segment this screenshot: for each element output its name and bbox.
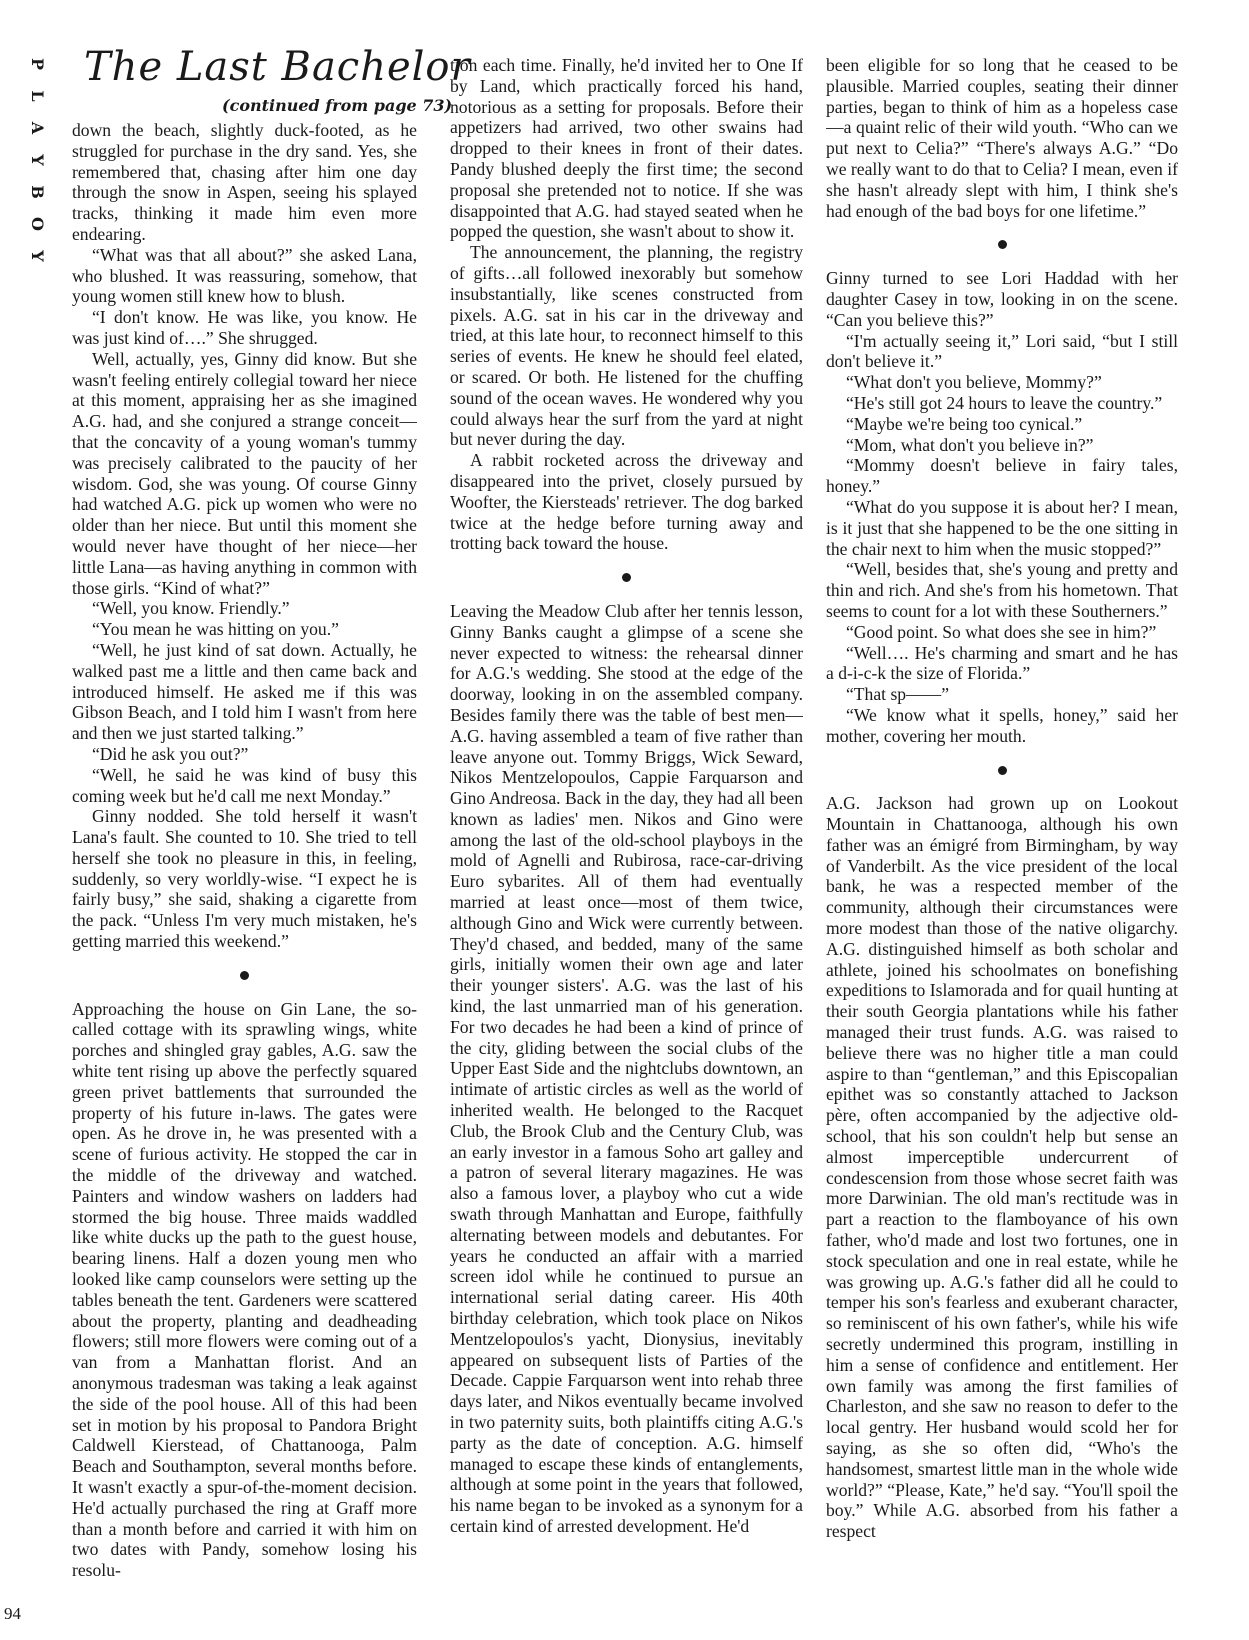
- paragraph: “You mean he was hitting on you.”: [92, 619, 339, 640]
- bullet-icon: [622, 573, 631, 582]
- paragraph: “Mommy doesn't believe in fairy tales, honey.”: [826, 455, 1178, 497]
- paragraph: “I don't know. He was like, you know. He was just kind of….” She shrugged.: [72, 307, 417, 348]
- sidebar-letter: Y: [28, 250, 47, 262]
- paragraph: “Good point. So what does she see in him?”: [846, 621, 1157, 642]
- paragraph: been eligible for so long that he ceased to be plausible. Married couples, seating their dinner parties, began to think of him as a hopeless case—a quaint relic of their wild youth. “Who can we put next to Celia?” “There's always A.G.” “Do we really want to do that to Celia? I mean, even if she hasn't already slept with him, I think she's had enough of the bad boys for one lifetime.”: [826, 55, 1178, 221]
- paragraph: Ginny turned to see Lori Haddad with her daughter Casey in tow, looking in on the scene. “Can you believe this?”: [826, 268, 1178, 330]
- paragraph: “Well, besides that, she's young and pretty and thin and rich. And she's from his hometown. That seems to count for a lot with these Southerners.”: [826, 559, 1178, 621]
- section-break: [826, 759, 1178, 780]
- paragraph: “Did he ask you out?”: [92, 743, 249, 764]
- paragraph: “What do you suppose it is about her? I mean, is it just that she happened to be the one sitting in the chair next to him when the music stopped?”: [826, 496, 1178, 559]
- sidebar-letter: B: [28, 185, 47, 199]
- sidebar-letter: L: [28, 90, 47, 102]
- text-column-2: [450, 55, 803, 1635]
- article-title: The Last Bachelor: [84, 44, 471, 90]
- sidebar-letter: Y: [28, 154, 47, 166]
- paragraph: “Maybe we're being too cynical.”: [846, 413, 1083, 434]
- magazine-name-vertical: [22, 48, 47, 272]
- paragraph: “That sp——”: [846, 684, 950, 705]
- paragraph: Approaching the house on Gin Lane, the so-called cottage with its sprawling wings, white porches and shingled gray gables, A.G. saw the white tent rising up above the perfectly squared green privet battlements that surrounded the property of his future in-laws. The gates were open. As he drove in, he was presented with a scene of furious activity. He stopped the car in the middle of the driveway and watched. Painters and window washers on ladders had stormed the big house. Three maids waddled like white ducks up the path to the guest house, bearing linens. Half a dozen young men who looked like camp counselors were setting up the tables beneath the tent. Gardeners were scattered about the property, planting and deadheading flowers; still more flowers were coming out of a van from a Manhattan florist. And an anonymous tradesman was taking a leak against the side of the pool house. All of this had been set in motion by his proposal to Pandora Bright Caldwell Kierstead, of Chattanooga, Palm Beach and Southampton, several months before. It wasn't exactly a spur-of-the-moment decision. He'd actually purchased the ring at Graff more than a month before and carried it with him on two dates with Pandy, somehow losing his resolu-: [72, 998, 417, 1581]
- paragraph: A.G. Jackson had grown up on Lookout Mountain in Chattanooga, although his own father was an émigré from Birmingham, by way of Vanderbilt. As the vice president of the local bank, he was a respected member of the community, although their circumstances were more modest than those of the native oligarchy. A.G. distinguished himself as both scholar and athlete, joined his schoolmates on bonefishing expeditions to Islamorada and for quail hunting at their south Georgia plantations while his father managed their trust funds. A.G. was raised to believe there was no higher title a man could aspire to than “gentleman,” and this Episcopalian epithet was so constantly attached to Jackson père, often accompanied by the adjective old-school, that his son couldn't help but sense an almost imperceptible undercurrent of condescension from those whose secret faith was more Darwinian. The old man's rectitude was in part a reaction to the flamboyance of his own father, who'd made and lost two fortunes, one in stock speculation and one in real estate, while he was growing up. A.G.'s father did all he could to temper his son's fearless and exuberant character, so reminiscent of his own father's, while his wife secretly undermined this program, instilling in him a sense of confidence and entitlement. Her own family was among the first families of Charleston, and she saw no reason to defer to the local gentry. Her husband would scold her for saying, as she so often did, “Who's the handsomest, smartest little man in the whole wide world?” “Please, Kate,” he'd say. “You'll spoil the boy.” While A.G. absorbed from his father a respect: [826, 793, 1178, 1542]
- sidebar-letter: A: [28, 121, 47, 135]
- paragraph: Leaving the Meadow Club after her tennis lesson, Ginny Banks caught a glimpse of a scene she never expected to witness: the rehearsal dinner for A.G.'s wedding. She stood at the edge of the doorway, looking in on the assembled company. Besides family there was the table of best men—A.G. having assembled a team of five rather than leave anyone out. Tommy Briggs, Wick Seward, Nikos Mentzelopoulos, Cappie Farquarson and Gino Andreosa. Back in the day, they had all been known as ladies' men. Nikos and Gino were among the last of the old-school playboys in the mold of Agnelli and Rubirosa, race-car-driving Euro sybarites. All of them had eventually married at least once—most of them twice, although Gino and Wick were currently between. They'd chased, and bedded, many of the same girls, initially women their own age and later their younger sisters'. A.G. was the last of his kind, the last unmarried man of his generation. For two decades he had been a kind of prince of the city, gliding between the social clubs of the Upper East Side and the nightclubs downtown, an intimate of artistic circles as well as the world of inherited wealth. He belonged to the Racquet Club, the Brook Club and the Century Club, was an early investor in a famous Soho art galley and a patron of several literary magazines. He was also a famous lover, a playboy who cut a wide swath through Manhattan and Europe, faithfully alternating between models and debutantes. For years he conducted an affair with a married screen idol while he continued to pursue an international serial dating career. His 40th birthday celebration, which took place on Nikos Mentzelopoulos's yacht, Dionysius, inevitably appeared on subsequent lists of Parties of the Decade. Cappie Farquarson went into rehab three days later, and Nikos eventually became involved in two paternity suits, both plaintiffs citing A.G.'s party as the date of conception. A.G. himself managed to escape these kinds of entanglements, although at some point in the years that followed, his name began to be invoked as a synonym for a certain kind of arrested development. He'd: [450, 600, 803, 1536]
- paragraph: “Well, you know. Friendly.”: [92, 598, 290, 619]
- paragraph: “Mom, what don't you believe in?”: [846, 434, 1094, 455]
- paragraph: “We know what it spells, honey,” said her mother, covering her mouth.: [826, 704, 1178, 746]
- paragraph: A rabbit rocketed across the driveway and disappeared into the privet, closely pursued by Woofter, the Kiersteads' retriever. The dog barked twice at the hedge before turning away and trotting back toward the house.: [450, 450, 803, 554]
- paragraph: The announcement, the planning, the registry of gifts…all followed inexorably but somehow insubstantially, like scenes constructed from pixels. A.G. sat in his car in the driveway and tried, at this late hour, to reconnect himself to this series of events. He knew he should feel elated, or scared. Or both. He listened for the chuffing sound of the ocean waves. He wondered why you could always hear the surf from the yard at night but never during the day.: [450, 242, 803, 450]
- bullet-icon: [240, 971, 249, 980]
- paragraph: “Well, he just kind of sat down. Actually, he walked past me a little and then came back and introduced himself. He asked me if this was Gibson Beach, and I told him I wasn't from here and then we just started talking.”: [72, 639, 417, 744]
- text-column-3: [826, 55, 1178, 1635]
- section-break: [450, 566, 803, 587]
- continued-from-note: (continued from page 73): [222, 96, 453, 115]
- sidebar-letter: O: [28, 217, 47, 231]
- page-number: 94: [4, 1604, 21, 1623]
- text-column-1: [72, 120, 417, 1640]
- paragraph: down the beach, slightly duck-footed, as he struggled for purchase in the dry sand. Yes, she remembered that, chasing after him one day through the snow in Aspen, seeing his splayed tracks, thinking it made him even more endearing.: [72, 120, 417, 244]
- paragraph: “Well, he said he was kind of busy this coming week but he'd call me next Monday.”: [72, 764, 417, 806]
- paragraph: Ginny nodded. She told herself it wasn't Lana's fault. She counted to 10. She tried to tell herself she took no pleasure in this, in feeling, suddenly, so very worldly-wise. “I expect he is fairly busy,” she said, shaking a cigarette from the pack. “Unless I'm very much mistaken, he's getting married this weekend.”: [72, 806, 417, 952]
- bullet-icon: [998, 766, 1007, 775]
- section-break: [826, 233, 1178, 254]
- bullet-icon: [998, 240, 1007, 249]
- sidebar-letter: P: [28, 57, 47, 71]
- section-break: [72, 964, 417, 985]
- paragraph: “I'm actually seeing it,” Lori said, “but I still don't believe it.”: [826, 330, 1178, 372]
- paragraph: “Well…. He's charming and smart and he has a d-i-c-k the size of Florida.”: [826, 642, 1178, 684]
- paragraph: “He's still got 24 hours to leave the country.”: [846, 392, 1163, 413]
- paragraph: tion each time. Finally, he'd invited her to One If by Land, which practically forced his hand, notorious as a setting for proposals. Before their appetizers had arrived, two other swains had dropped to their knees in front of their dates. Pandy blushed deeply the first time; the second proposal she pretended not to notice. If she was disappointed that A.G. had stayed seated when he popped the question, she wasn't about to show it.: [450, 55, 803, 242]
- paragraph: Well, actually, yes, Ginny did know. But she wasn't feeling entirely collegial toward her niece at this moment, appraising her as she imagined A.G. had, and she conjured a strange conceit—that the concavity of a young woman's tummy was precisely calibrated to the paucity of her wisdom. God, she was young. Of course Ginny had watched A.G. pick up women who were no older than her niece. But until this moment she would never have thought of her niece—her little Lana—as having anything in common with those girls. “Kind of what?”: [72, 348, 417, 598]
- paragraph: “What don't you believe, Mommy?”: [846, 372, 1102, 393]
- paragraph: “What was that all about?” she asked Lana, who blushed. It was reassuring, somehow, that young women still knew how to blush.: [72, 244, 417, 307]
